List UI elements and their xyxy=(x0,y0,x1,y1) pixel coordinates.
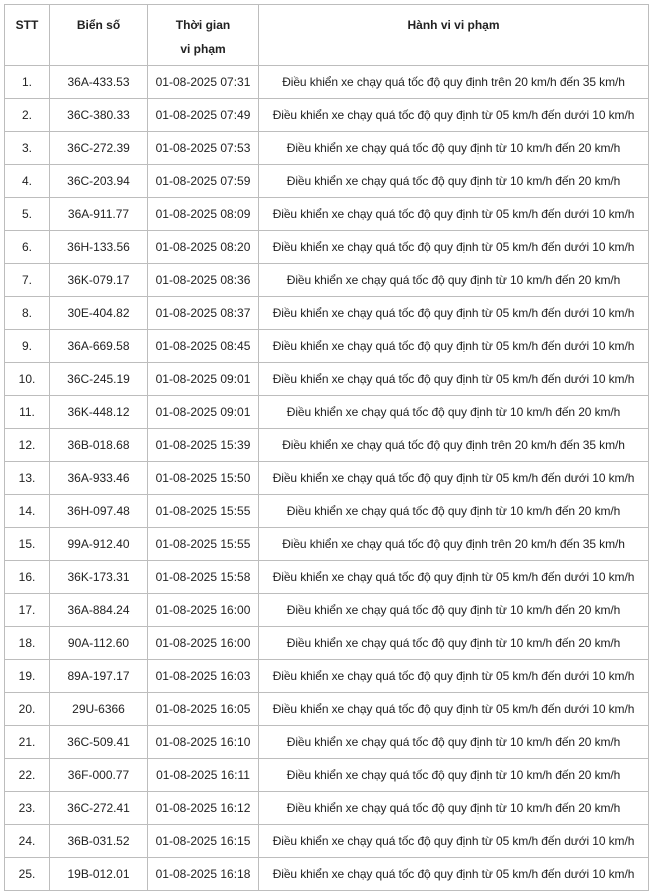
row-violation-cell: Điều khiển xe chạy quá tốc độ quy định từ 10 km/h đến 20 km/h xyxy=(259,627,649,660)
row-time-cell: 01-08-2025 08:20 xyxy=(148,231,259,264)
row-stt-cell: 17. xyxy=(5,594,50,627)
row-violation-cell: Điều khiển xe chạy quá tốc độ quy định từ 05 km/h đến dưới 10 km/h xyxy=(259,561,649,594)
row-stt-cell: 10. xyxy=(5,363,50,396)
row-violation-cell: Điều khiển xe chạy quá tốc độ quy định từ 10 km/h đến 20 km/h xyxy=(259,594,649,627)
row-time-cell: 01-08-2025 08:45 xyxy=(148,330,259,363)
row-stt-cell: 1. xyxy=(5,66,50,99)
row-time-cell: 01-08-2025 08:37 xyxy=(148,297,259,330)
header-stt-label: STT xyxy=(15,18,39,32)
row-stt-cell: 9. xyxy=(5,330,50,363)
header-row xyxy=(5,5,649,66)
table-row xyxy=(5,759,649,792)
table-row xyxy=(5,396,649,429)
header-plate xyxy=(50,5,148,66)
table-row xyxy=(5,66,649,99)
table-header xyxy=(5,5,649,66)
header-time-label-line2: vi phạm xyxy=(180,42,226,56)
row-violation-cell: Điều khiển xe chạy quá tốc độ quy định từ 05 km/h đến dưới 10 km/h xyxy=(259,693,649,726)
row-violation-cell: Điều khiển xe chạy quá tốc độ quy định từ 05 km/h đến dưới 10 km/h xyxy=(259,858,649,891)
row-plate-cell: 36H-097.48 xyxy=(50,495,148,528)
row-stt-cell: 5. xyxy=(5,198,50,231)
table-row xyxy=(5,825,649,858)
row-violation-cell: Điều khiển xe chạy quá tốc độ quy định trên 20 km/h đến 35 km/h xyxy=(259,66,649,99)
table-row xyxy=(5,495,649,528)
table-row xyxy=(5,660,649,693)
row-time-cell: 01-08-2025 15:50 xyxy=(148,462,259,495)
row-stt-cell: 18. xyxy=(5,627,50,660)
table-row xyxy=(5,429,649,462)
row-time-cell: 01-08-2025 16:15 xyxy=(148,825,259,858)
row-stt-cell: 25. xyxy=(5,858,50,891)
table-row xyxy=(5,363,649,396)
row-stt-cell: 6. xyxy=(5,231,50,264)
row-plate-cell: 36A-933.46 xyxy=(50,462,148,495)
header-plate-label: Biển số xyxy=(76,18,121,32)
row-plate-cell: 36H-133.56 xyxy=(50,231,148,264)
row-violation-cell: Điều khiển xe chạy quá tốc độ quy định từ 05 km/h đến dưới 10 km/h xyxy=(259,297,649,330)
table-row xyxy=(5,693,649,726)
row-plate-cell: 36A-911.77 xyxy=(50,198,148,231)
row-violation-cell: Điều khiển xe chạy quá tốc độ quy định từ 05 km/h đến dưới 10 km/h xyxy=(259,363,649,396)
row-violation-cell: Điều khiển xe chạy quá tốc độ quy định từ 05 km/h đến dưới 10 km/h xyxy=(259,198,649,231)
row-plate-cell: 36C-509.41 xyxy=(50,726,148,759)
row-violation-cell: Điều khiển xe chạy quá tốc độ quy định từ 10 km/h đến 20 km/h xyxy=(259,792,649,825)
row-time-cell: 01-08-2025 16:11 xyxy=(148,759,259,792)
row-violation-cell: Điều khiển xe chạy quá tốc độ quy định từ 05 km/h đến dưới 10 km/h xyxy=(259,462,649,495)
row-time-cell: 01-08-2025 08:09 xyxy=(148,198,259,231)
row-time-cell: 01-08-2025 16:10 xyxy=(148,726,259,759)
table-row xyxy=(5,198,649,231)
row-stt-cell: 7. xyxy=(5,264,50,297)
table-row xyxy=(5,132,649,165)
row-stt-cell: 12. xyxy=(5,429,50,462)
row-stt-cell: 2. xyxy=(5,99,50,132)
header-stt xyxy=(5,5,50,66)
table-row xyxy=(5,561,649,594)
row-stt-cell: 22. xyxy=(5,759,50,792)
table-row xyxy=(5,792,649,825)
row-violation-cell: Điều khiển xe chạy quá tốc độ quy định từ 10 km/h đến 20 km/h xyxy=(259,495,649,528)
row-time-cell: 01-08-2025 08:36 xyxy=(148,264,259,297)
row-time-cell: 01-08-2025 16:03 xyxy=(148,660,259,693)
row-plate-cell: 36K-448.12 xyxy=(50,396,148,429)
row-plate-cell: 36A-433.53 xyxy=(50,66,148,99)
row-plate-cell: 36C-272.41 xyxy=(50,792,148,825)
row-time-cell: 01-08-2025 15:55 xyxy=(148,528,259,561)
row-time-cell: 01-08-2025 07:59 xyxy=(148,165,259,198)
row-time-cell: 01-08-2025 07:31 xyxy=(148,66,259,99)
row-plate-cell: 99A-912.40 xyxy=(50,528,148,561)
row-time-cell: 01-08-2025 09:01 xyxy=(148,396,259,429)
table-row xyxy=(5,528,649,561)
row-time-cell: 01-08-2025 16:00 xyxy=(148,627,259,660)
table-body xyxy=(5,66,649,891)
table-row xyxy=(5,264,649,297)
table-row xyxy=(5,165,649,198)
row-plate-cell: 36K-173.31 xyxy=(50,561,148,594)
header-time xyxy=(148,5,259,66)
row-plate-cell: 30E-404.82 xyxy=(50,297,148,330)
row-stt-cell: 14. xyxy=(5,495,50,528)
row-plate-cell: 89A-197.17 xyxy=(50,660,148,693)
row-plate-cell: 36K-079.17 xyxy=(50,264,148,297)
row-time-cell: 01-08-2025 07:53 xyxy=(148,132,259,165)
table-row xyxy=(5,462,649,495)
row-time-cell: 01-08-2025 16:00 xyxy=(148,594,259,627)
row-time-cell: 01-08-2025 15:58 xyxy=(148,561,259,594)
row-time-cell: 01-08-2025 16:05 xyxy=(148,693,259,726)
row-time-cell: 01-08-2025 07:49 xyxy=(148,99,259,132)
row-stt-cell: 20. xyxy=(5,693,50,726)
row-violation-cell: Điều khiển xe chạy quá tốc độ quy định trên 20 km/h đến 35 km/h xyxy=(259,528,649,561)
row-plate-cell: 36C-272.39 xyxy=(50,132,148,165)
header-time-label-line1: Thời gian xyxy=(175,18,231,32)
table-row xyxy=(5,627,649,660)
table-row xyxy=(5,858,649,891)
header-violation-label: Hành vi vi phạm xyxy=(407,18,500,32)
row-violation-cell: Điều khiển xe chạy quá tốc độ quy định từ 10 km/h đến 20 km/h xyxy=(259,726,649,759)
row-plate-cell: 19B-012.01 xyxy=(50,858,148,891)
row-violation-cell: Điều khiển xe chạy quá tốc độ quy định từ 10 km/h đến 20 km/h xyxy=(259,396,649,429)
row-violation-cell: Điều khiển xe chạy quá tốc độ quy định từ 05 km/h đến dưới 10 km/h xyxy=(259,660,649,693)
row-plate-cell: 36C-203.94 xyxy=(50,165,148,198)
row-stt-cell: 23. xyxy=(5,792,50,825)
row-violation-cell: Điều khiển xe chạy quá tốc độ quy định từ 10 km/h đến 20 km/h xyxy=(259,165,649,198)
row-violation-cell: Điều khiển xe chạy quá tốc độ quy định từ 10 km/h đến 20 km/h xyxy=(259,759,649,792)
row-stt-cell: 19. xyxy=(5,660,50,693)
row-plate-cell: 36F-000.77 xyxy=(50,759,148,792)
row-violation-cell: Điều khiển xe chạy quá tốc độ quy định từ 05 km/h đến dưới 10 km/h xyxy=(259,99,649,132)
row-time-cell: 01-08-2025 09:01 xyxy=(148,363,259,396)
row-violation-cell: Điều khiển xe chạy quá tốc độ quy định từ 05 km/h đến dưới 10 km/h xyxy=(259,330,649,363)
row-violation-cell: Điều khiển xe chạy quá tốc độ quy định trên 20 km/h đến 35 km/h xyxy=(259,429,649,462)
row-plate-cell: 90A-112.60 xyxy=(50,627,148,660)
table-row xyxy=(5,297,649,330)
table-row xyxy=(5,330,649,363)
table-row xyxy=(5,231,649,264)
row-plate-cell: 36A-884.24 xyxy=(50,594,148,627)
table-row xyxy=(5,594,649,627)
row-stt-cell: 4. xyxy=(5,165,50,198)
table-row xyxy=(5,726,649,759)
row-stt-cell: 15. xyxy=(5,528,50,561)
row-plate-cell: 36A-669.58 xyxy=(50,330,148,363)
row-plate-cell: 29U-6366 xyxy=(50,693,148,726)
row-violation-cell: Điều khiển xe chạy quá tốc độ quy định từ 10 km/h đến 20 km/h xyxy=(259,132,649,165)
row-time-cell: 01-08-2025 15:39 xyxy=(148,429,259,462)
row-stt-cell: 8. xyxy=(5,297,50,330)
row-stt-cell: 11. xyxy=(5,396,50,429)
row-time-cell: 01-08-2025 15:55 xyxy=(148,495,259,528)
header-violation xyxy=(259,5,649,66)
row-plate-cell: 36C-245.19 xyxy=(50,363,148,396)
row-stt-cell: 16. xyxy=(5,561,50,594)
row-plate-cell: 36C-380.33 xyxy=(50,99,148,132)
row-plate-cell: 36B-031.52 xyxy=(50,825,148,858)
row-stt-cell: 21. xyxy=(5,726,50,759)
violations-table xyxy=(4,4,649,891)
row-time-cell: 01-08-2025 16:12 xyxy=(148,792,259,825)
row-stt-cell: 3. xyxy=(5,132,50,165)
row-plate-cell: 36B-018.68 xyxy=(50,429,148,462)
row-time-cell: 01-08-2025 16:18 xyxy=(148,858,259,891)
row-violation-cell: Điều khiển xe chạy quá tốc độ quy định từ 05 km/h đến dưới 10 km/h xyxy=(259,825,649,858)
row-violation-cell: Điều khiển xe chạy quá tốc độ quy định từ 05 km/h đến dưới 10 km/h xyxy=(259,231,649,264)
row-stt-cell: 13. xyxy=(5,462,50,495)
row-stt-cell: 24. xyxy=(5,825,50,858)
table-row xyxy=(5,99,649,132)
row-violation-cell: Điều khiển xe chạy quá tốc độ quy định từ 10 km/h đến 20 km/h xyxy=(259,264,649,297)
